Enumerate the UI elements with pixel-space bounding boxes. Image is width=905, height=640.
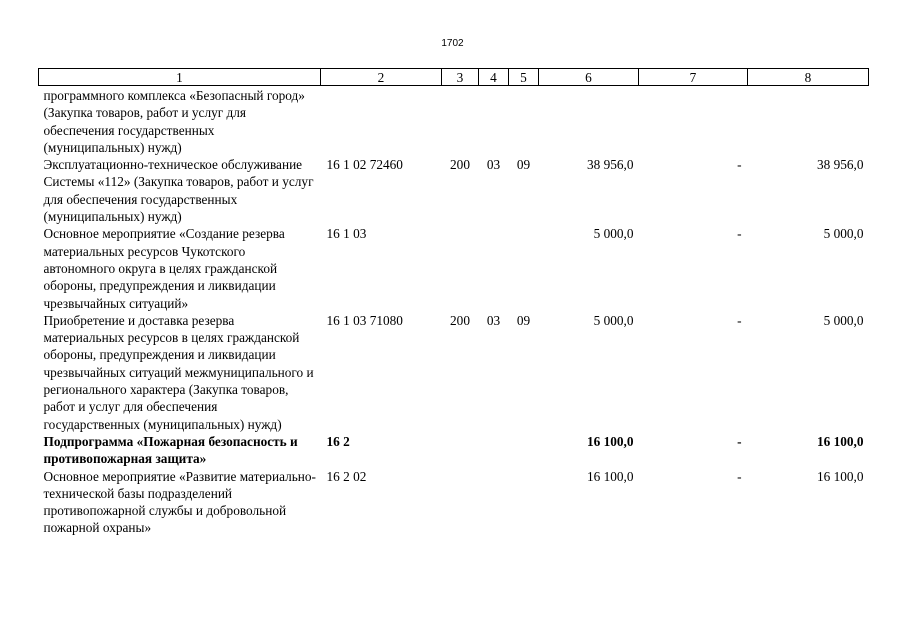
- row-vr: 200: [450, 312, 470, 328]
- column-header-6: 6: [539, 69, 639, 86]
- row-rz: 03: [486, 312, 501, 328]
- budget-table: [38, 68, 869, 537]
- column-header-4: 4: [479, 69, 509, 86]
- row-name: Основное мероприятие «Создание резерва материальных ресурсов Чукотского автономного округа в целях гражданской обороны, предупреждения и ликвидации чрезвычайных ситуаций»: [43, 226, 285, 311]
- row-name: Основное мероприятие «Развитие материально-технической базы подразделений противопожарной службы и добровольной пожарной охраны»: [43, 468, 316, 536]
- table-row: [39, 468, 869, 537]
- row-value-7: -: [737, 468, 742, 484]
- row-vr: [442, 225, 479, 311]
- row-value-6: [539, 86, 639, 157]
- table-row: [39, 312, 869, 433]
- row-name: Приобретение и доставка резерва материальных ресурсов в целях гражданской обороны, предупреждения и ликвидации чрезвычайных ситуаций межмуниципального и регионального характера (Закупка товаров, работ и услуг для обеспечения государственных (муниципальных) нужд): [43, 312, 314, 432]
- row-code: 16 1 02 72460: [326, 157, 403, 173]
- row-value-8: 16 100,0: [816, 433, 864, 449]
- row-value-6: 38 956,0: [586, 157, 634, 173]
- row-vr: [442, 433, 479, 468]
- row-value-8: 5 000,0: [823, 312, 864, 328]
- row-value-8: 5 000,0: [823, 226, 864, 242]
- row-value-8: 16 100,0: [816, 468, 864, 484]
- row-value-8: 38 956,0: [816, 157, 864, 173]
- row-value-7: -: [737, 226, 742, 242]
- row-value-6: 16 100,0: [586, 433, 634, 449]
- row-value-8: [748, 86, 869, 157]
- row-value-7: -: [737, 157, 742, 173]
- table-row: [39, 156, 869, 225]
- table-row: [39, 86, 869, 157]
- row-name: программного комплекса «Безопасный город» (Закупка товаров, работ и услуг для обеспечения государственных (муниципальных) нужд): [43, 88, 305, 155]
- row-vr: [442, 468, 479, 537]
- row-vr: 200: [450, 157, 470, 173]
- row-pr: [509, 86, 539, 157]
- row-value-7: -: [737, 312, 742, 328]
- column-header-1: 1: [39, 69, 321, 86]
- row-pr: [509, 468, 539, 537]
- row-rz: [479, 225, 509, 311]
- row-name: Подпрограмма «Пожарная безопасность и противопожарная защита»: [43, 433, 298, 467]
- table-row: [39, 225, 869, 311]
- row-value-6: 5 000,0: [593, 226, 634, 242]
- row-name: Эксплуатационно-техническое обслуживание Системы «112» (Закупка товаров, работ и услуг для обеспечения государственных (муниципальных) нужд): [43, 157, 314, 225]
- row-code: 16 2: [326, 433, 350, 449]
- column-header-3: 3: [442, 69, 479, 86]
- column-header-5: 5: [509, 69, 539, 86]
- row-rz: [479, 86, 509, 157]
- row-value-6: 16 100,0: [586, 468, 634, 484]
- table-row-subprogram: [39, 433, 869, 468]
- row-code: [321, 86, 442, 157]
- column-header-8: 8: [748, 69, 869, 86]
- row-value-6: 5 000,0: [593, 312, 634, 328]
- row-pr: [509, 225, 539, 311]
- row-rz: 03: [486, 157, 501, 173]
- row-code: 16 1 03 71080: [326, 312, 403, 328]
- page-number: 1702: [441, 38, 464, 49]
- table-header-row: [39, 69, 869, 86]
- row-rz: [479, 468, 509, 537]
- row-rz: [479, 433, 509, 468]
- row-value-7: [639, 86, 748, 157]
- column-header-2: 2: [321, 69, 442, 86]
- row-vr: [442, 86, 479, 157]
- row-value-7: -: [737, 433, 742, 449]
- column-header-7: 7: [639, 69, 748, 86]
- row-pr: 09: [516, 157, 531, 173]
- row-pr: 09: [516, 312, 531, 328]
- row-pr: [509, 433, 539, 468]
- row-code: 16 1 03: [326, 226, 367, 242]
- row-code: 16 2 02: [326, 468, 367, 484]
